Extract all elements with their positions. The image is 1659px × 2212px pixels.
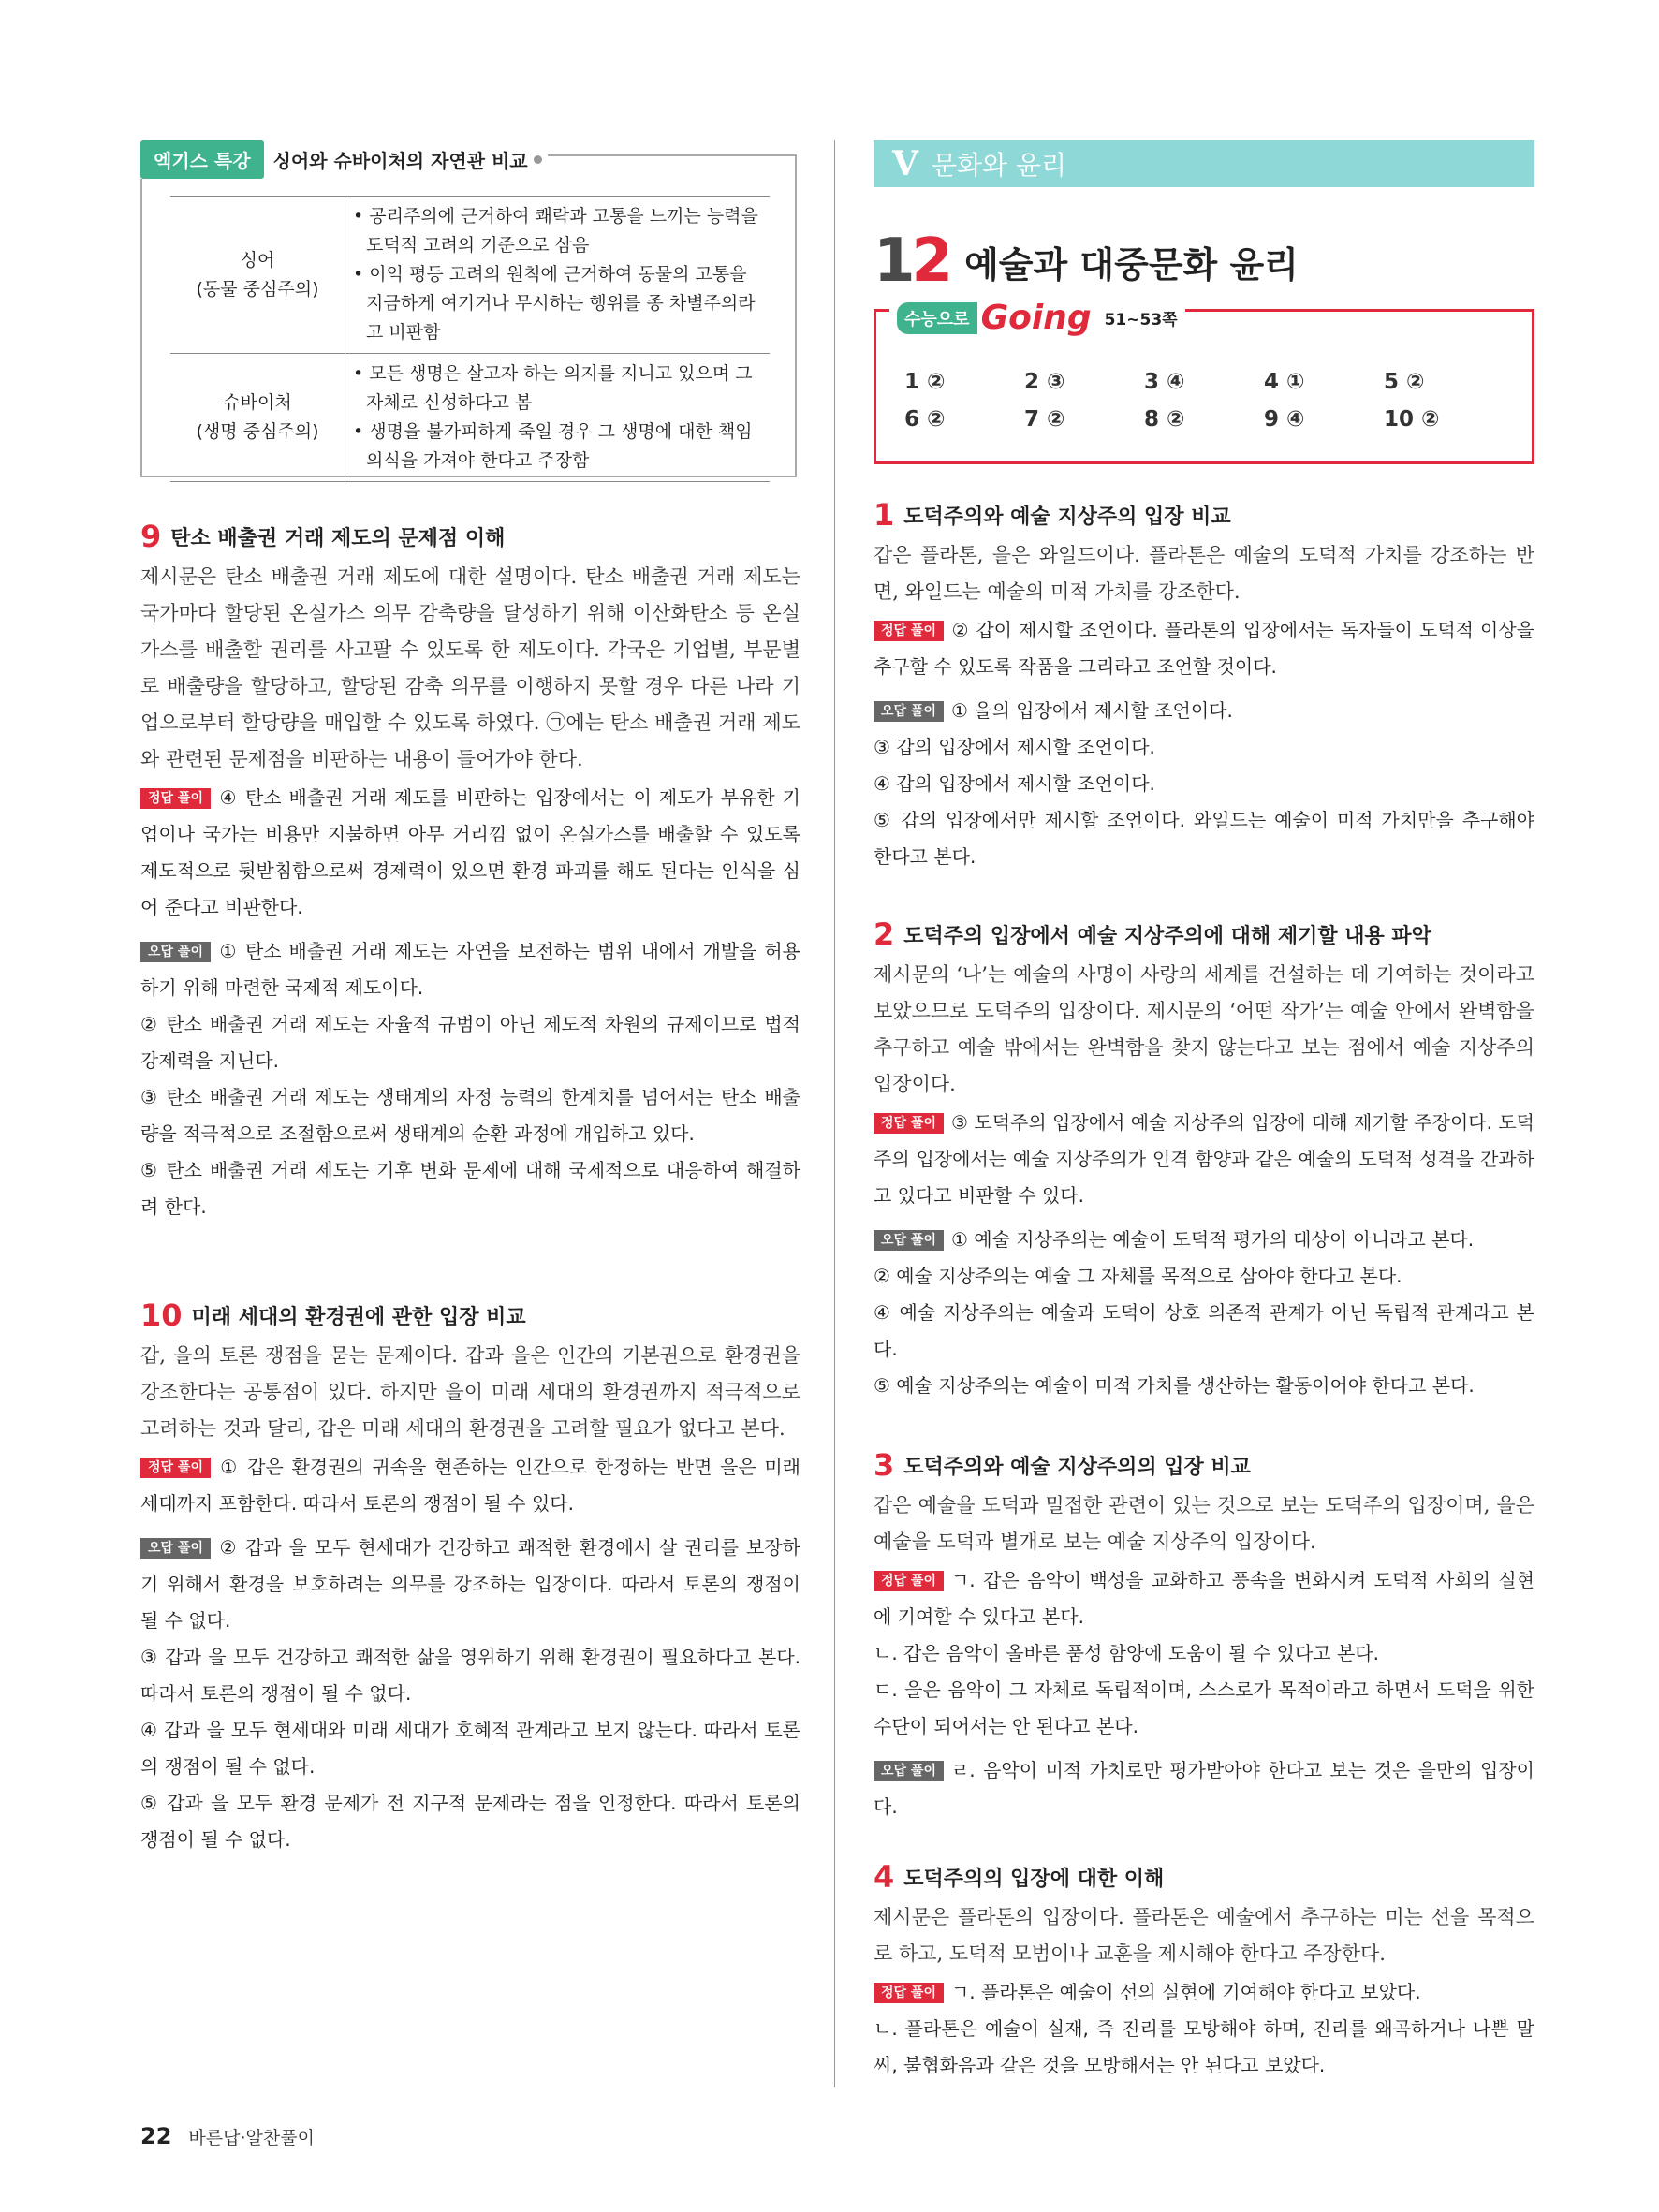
wrong-tag: 오답 풀이	[874, 1230, 944, 1251]
answer-item: 8 ②	[1144, 407, 1185, 432]
wrong-item: ③ 갑의 입장에서 제시할 조언이다.	[874, 736, 1155, 758]
correct-solution: 정답 풀이 ③ 도덕주의 입장에서 예술 지상주의 입장에 대해 제기할 주장이다. 도덕주의 입장에서는 예술 지상주의가 인격 함양과 같은 예술의 도덕적 성격을 간과하고 있다고 비판할 수 있다.	[874, 1111, 1534, 1207]
wrong-item: ③ 탄소 배출권 거래 제도는 생태계의 자정 능력의 한계치를 넘어서는 탄소 배출량을 적극적으로 조절함으로써 생태계의 순환 과정에 개입하고 있다.	[140, 1086, 800, 1145]
wrong-item: ③ 갑과 을 모두 건강하고 쾌적한 삶을 영위하기 위해 환경권이 필요하다고 본다. 따라서 토론의 쟁점이 될 수 없다.	[140, 1646, 800, 1705]
thinker-desc: • 모든 생명은 살고자 하는 의지를 지니고 있으며 그 자체로 신성하다고 봄 • 생명을 불가피하게 죽일 경우 그 생명에 대한 책임 의식을 가져야 한다고 주장함	[345, 354, 771, 482]
section-banner	[874, 140, 1534, 187]
going-logo: 수능으로 Going 51~53쪽	[889, 299, 1185, 337]
correct-solution: 정답 풀이 ㄱ. 플라톤은 예술이 선의 실현에 기여해야 한다고 보았다.	[874, 1974, 1534, 2011]
wrong-solution: 오답 풀이 ㄹ. 음악이 미적 가치로만 평가받아야 한다고 보는 것은 을만의 입장이다.	[874, 1759, 1534, 1818]
wrong-tag: 오답 풀이	[140, 1538, 211, 1559]
wrong-item: ④ 갑과 을 모두 현세대와 미래 세대가 호혜적 관계라고 보지 않는다. 따라서 토론의 쟁점이 될 수 없다.	[140, 1719, 800, 1778]
table-row	[170, 197, 770, 354]
wrong-solution: 오답 풀이 ② 갑과 을 모두 현세대가 건강하고 쾌적한 환경에서 살 권리를 보장하기 위해서 환경을 보호하려는 의무를 강조하는 입장이다. 따라서 토론의 쟁점이 될 수 없다.	[140, 1536, 800, 1632]
answer-item: 1 ②	[904, 370, 946, 394]
problem-title: 미래 세대의 환경권에 관한 입장 비교	[191, 1305, 526, 1329]
correct-tag: 정답 풀이	[140, 1458, 211, 1478]
wrong-item: ⑤ 예술 지상주의는 예술이 미적 가치를 생산하는 활동이어야 한다고 본다.	[874, 1374, 1475, 1397]
correct-solution: 정답 풀이 ② 갑이 제시할 조언이다. 플라톤의 입장에서는 독자들이 도덕적 이상을 추구할 수 있도록 작품을 그리라고 조언할 것이다.	[874, 619, 1534, 678]
dot-icon	[534, 155, 542, 164]
correct-solution: 정답 풀이 ㄱ. 갑은 음악이 백성을 교화하고 풍속을 변화시켜 도덕적 사회의 실현에 기여할 수 있다고 본다.	[874, 1569, 1534, 1628]
section-number: V	[892, 144, 918, 183]
problem-title: 도덕주의 입장에서 예술 지상주의에 대해 제기할 내용 파악	[903, 924, 1431, 948]
wrong-item: ② 예술 지상주의는 예술 그 자체를 목적으로 삼아야 한다고 본다.	[874, 1265, 1402, 1287]
correct-item: ㄴ. 갑은 음악이 올바른 품성 함양에 도움이 될 수 있다고 본다.	[874, 1642, 1379, 1664]
problem-title: 도덕주의와 예술 지상주의 입장 비교	[903, 505, 1231, 529]
answer-item: 2 ③	[1024, 370, 1065, 394]
problem-3	[874, 1446, 1534, 1825]
problem-4	[874, 1858, 1534, 2084]
correct-item: ㄴ. 플라톤은 예술이 실재, 즉 진리를 모방해야 하며, 진리를 왜곡하거나 나쁜 말씨, 불협화음과 같은 것을 모방해서는 안 된다고 보았다.	[874, 2017, 1534, 2076]
answer-item: 4 ①	[1264, 370, 1305, 394]
chapter-heading	[874, 227, 1299, 296]
answer-item: 10 ②	[1384, 407, 1440, 432]
wrong-solution: 오답 풀이 ① 을의 입장에서 제시할 조언이다.	[874, 693, 1534, 729]
chapter-number: 12	[874, 227, 950, 296]
wrong-item: ⑤ 탄소 배출권 거래 제도는 기후 변화 문제에 대해 국제적으로 대응하여 해결하려 한다.	[140, 1159, 800, 1218]
problem-number: 3	[874, 1447, 895, 1483]
wrong-tag: 오답 풀이	[874, 701, 944, 722]
thinker-cell: 슈바이처 (생명 중심주의)	[170, 354, 345, 482]
problem-explanation: 제시문은 플라톤의 입장이다. 플라톤은 예술에서 추구하는 미는 선을 목적으로 하고, 도덕적 모범이나 교훈을 제시해야 한다고 주장한다.	[874, 1906, 1534, 1965]
answer-grid	[904, 370, 1504, 432]
correct-solution: 정답 풀이 ① 갑은 환경권의 귀속을 현존하는 인간으로 한정하는 반면 을은 미래 세대까지 포함한다. 따라서 토론의 쟁점이 될 수 있다.	[140, 1456, 800, 1515]
special-lecture-box	[140, 154, 797, 477]
problem-explanation: 제시문의 ‘나’는 예술의 사명이 사랑의 세계를 건설하는 데 기여하는 것이라고 보았으므로 도덕주의 입장이다. 제시문의 ‘어떤 작가’는 예술 안에서 완벽함을 추구하고 예술 밖에서는 완벽함을 찾지 않는다고 보는 점에서 예술 지상주의 입장이다.	[874, 963, 1534, 1095]
page-range: 51~53쪽	[1104, 311, 1178, 330]
thinker-desc: • 공리주의에 근거하여 쾌락과 고통을 느끼는 능력을 도덕적 고려의 기준으로 삼음 • 이익 평등 고려의 원칙에 근거하여 동물의 고통을 지금하게 여기거나 무시하는 행위를 종 차별주의라고 비판함	[345, 197, 771, 354]
problem-number: 4	[874, 1859, 895, 1895]
chapter-title: 예술과 대중문화 윤리	[964, 243, 1299, 286]
problem-number: 1	[874, 497, 895, 533]
wrong-tag: 오답 풀이	[140, 942, 211, 962]
correct-tag: 정답 풀이	[874, 1571, 944, 1591]
wrong-item: ④ 갑의 입장에서 제시할 조언이다.	[874, 772, 1155, 795]
problem-explanation: 갑은 플라톤, 을은 와일드이다. 플라톤은 예술의 도덕적 가치를 강조하는 반면, 와일드는 예술의 미적 가치를 강조한다.	[874, 544, 1534, 603]
special-heading: 싱어와 슈바이처의 자연관 비교	[272, 150, 528, 172]
problem-title: 탄소 배출권 거래 제도의 문제점 이해	[170, 526, 506, 550]
page-footer	[140, 2123, 315, 2149]
problem-number: 10	[140, 1297, 183, 1333]
problem-explanation: 갑은 예술을 도덕과 밀접한 관련이 있는 것으로 보는 도덕주의 입장이며, 을은 예술을 도덕과 별개로 보는 예술 지상주의 입장이다.	[874, 1494, 1534, 1553]
wrong-item: ⑤ 갑과 을 모두 환경 문제가 전 지구적 문제라는 점을 인정한다. 따라서 토론의 쟁점이 될 수 없다.	[140, 1792, 800, 1851]
problem-explanation: 제시문은 탄소 배출권 거래 제도에 대한 설명이다. 탄소 배출권 거래 제도는 국가마다 할당된 온실가스 의무 감축량을 달성하기 위해 이산화탄소 등 온실가스를 배출할 권리를 사고팔 수 있도록 한 제도이다. 각국은 기업별, 부문별로 배출량을 할당하고, 할당된 감축 의무를 이행하지 못할 경우 다른 나라 기업으로부터 할당량을 매입할 수 있도록 하였다. ㉠에는 탄소 배출권 거래 제도와 관련된 문제점을 비판하는 내용이 들어가야 한다.	[140, 565, 800, 770]
problem-number: 2	[874, 916, 895, 952]
correct-tag: 정답 풀이	[140, 788, 211, 809]
page-number: 22	[140, 2123, 172, 2149]
wrong-item: ④ 예술 지상주의는 예술과 도덕이 상호 의존적 관계가 아닌 독립적 관계라고 본다.	[874, 1301, 1534, 1360]
problem-explanation: 갑, 을의 토론 쟁점을 묻는 문제이다. 갑과 을은 인간의 기본권으로 환경권을 강조한다는 공통점이 있다. 하지만 을이 미래 세대의 환경권까지 적극적으로 고려하는 것과 달리, 갑은 미래 세대의 환경권을 고려할 필요가 없다고 본다.	[140, 1344, 800, 1440]
book-label: 바른답·알찬풀이	[188, 2128, 315, 2148]
problem-2	[874, 916, 1534, 1404]
problem-title: 도덕주의의 입장에 대한 이해	[903, 1867, 1165, 1891]
special-badge: 엑기스 특강	[140, 140, 264, 179]
problem-10	[140, 1296, 800, 1858]
section-title: 문화와 윤리	[931, 150, 1067, 181]
correct-item: ㄷ. 을은 음악이 그 자체로 독립적이며, 스스로가 목적이라고 하면서 도덕을 위한 수단이 되어서는 안 된다고 본다.	[874, 1678, 1534, 1737]
correct-tag: 정답 풀이	[874, 1983, 944, 2003]
problem-title: 도덕주의와 예술 지상주의의 입장 비교	[903, 1455, 1251, 1479]
table-row	[170, 354, 770, 482]
correct-tag: 정답 풀이	[874, 1113, 944, 1134]
correct-tag: 정답 풀이	[874, 621, 944, 641]
answer-item: 7 ②	[1024, 407, 1065, 432]
wrong-item: ⑤ 갑의 입장에서만 제시할 조언이다. 와일드는 예술이 미적 가치만을 추구해야 한다고 본다.	[874, 809, 1534, 868]
wrong-item: ② 탄소 배출권 거래 제도는 자율적 규범이 아닌 제도적 차원의 규제이므로 법적 강제력을 지닌다.	[140, 1013, 800, 1072]
answer-item: 3 ④	[1144, 370, 1185, 394]
thinker-cell: 싱어 (동물 중심주의)	[170, 197, 345, 354]
problem-9	[140, 518, 800, 1225]
problem-number: 9	[140, 519, 162, 554]
problem-1	[874, 496, 1534, 875]
wrong-tag: 오답 풀이	[874, 1761, 944, 1781]
answer-item: 9 ④	[1264, 407, 1305, 432]
answer-item: 5 ②	[1384, 370, 1425, 394]
wrong-solution: 오답 풀이 ① 예술 지상주의는 예술이 도덕적 평가의 대상이 아니라고 본다.	[874, 1222, 1534, 1258]
correct-solution: 정답 풀이 ④ 탄소 배출권 거래 제도를 비판하는 입장에서는 이 제도가 부유한 기업이나 국가는 비용만 지불하면 아무 거리낌 없이 온실가스를 배출할 수 있도록 제도적으로 뒷받침함으로써 경제력이 있으면 환경 파괴를 해도 된다는 인식을 심어 준다고 비판한다.	[140, 786, 800, 918]
answer-key-box	[874, 299, 1534, 464]
column-divider	[834, 140, 835, 2087]
wrong-solution: 오답 풀이 ① 탄소 배출권 거래 제도는 자연을 보전하는 범위 내에서 개발을 허용하기 위해 마련한 국제적 제도이다.	[140, 940, 800, 999]
answer-item: 6 ②	[904, 407, 946, 432]
comparison-table	[170, 196, 770, 482]
special-lecture-title	[140, 140, 548, 179]
